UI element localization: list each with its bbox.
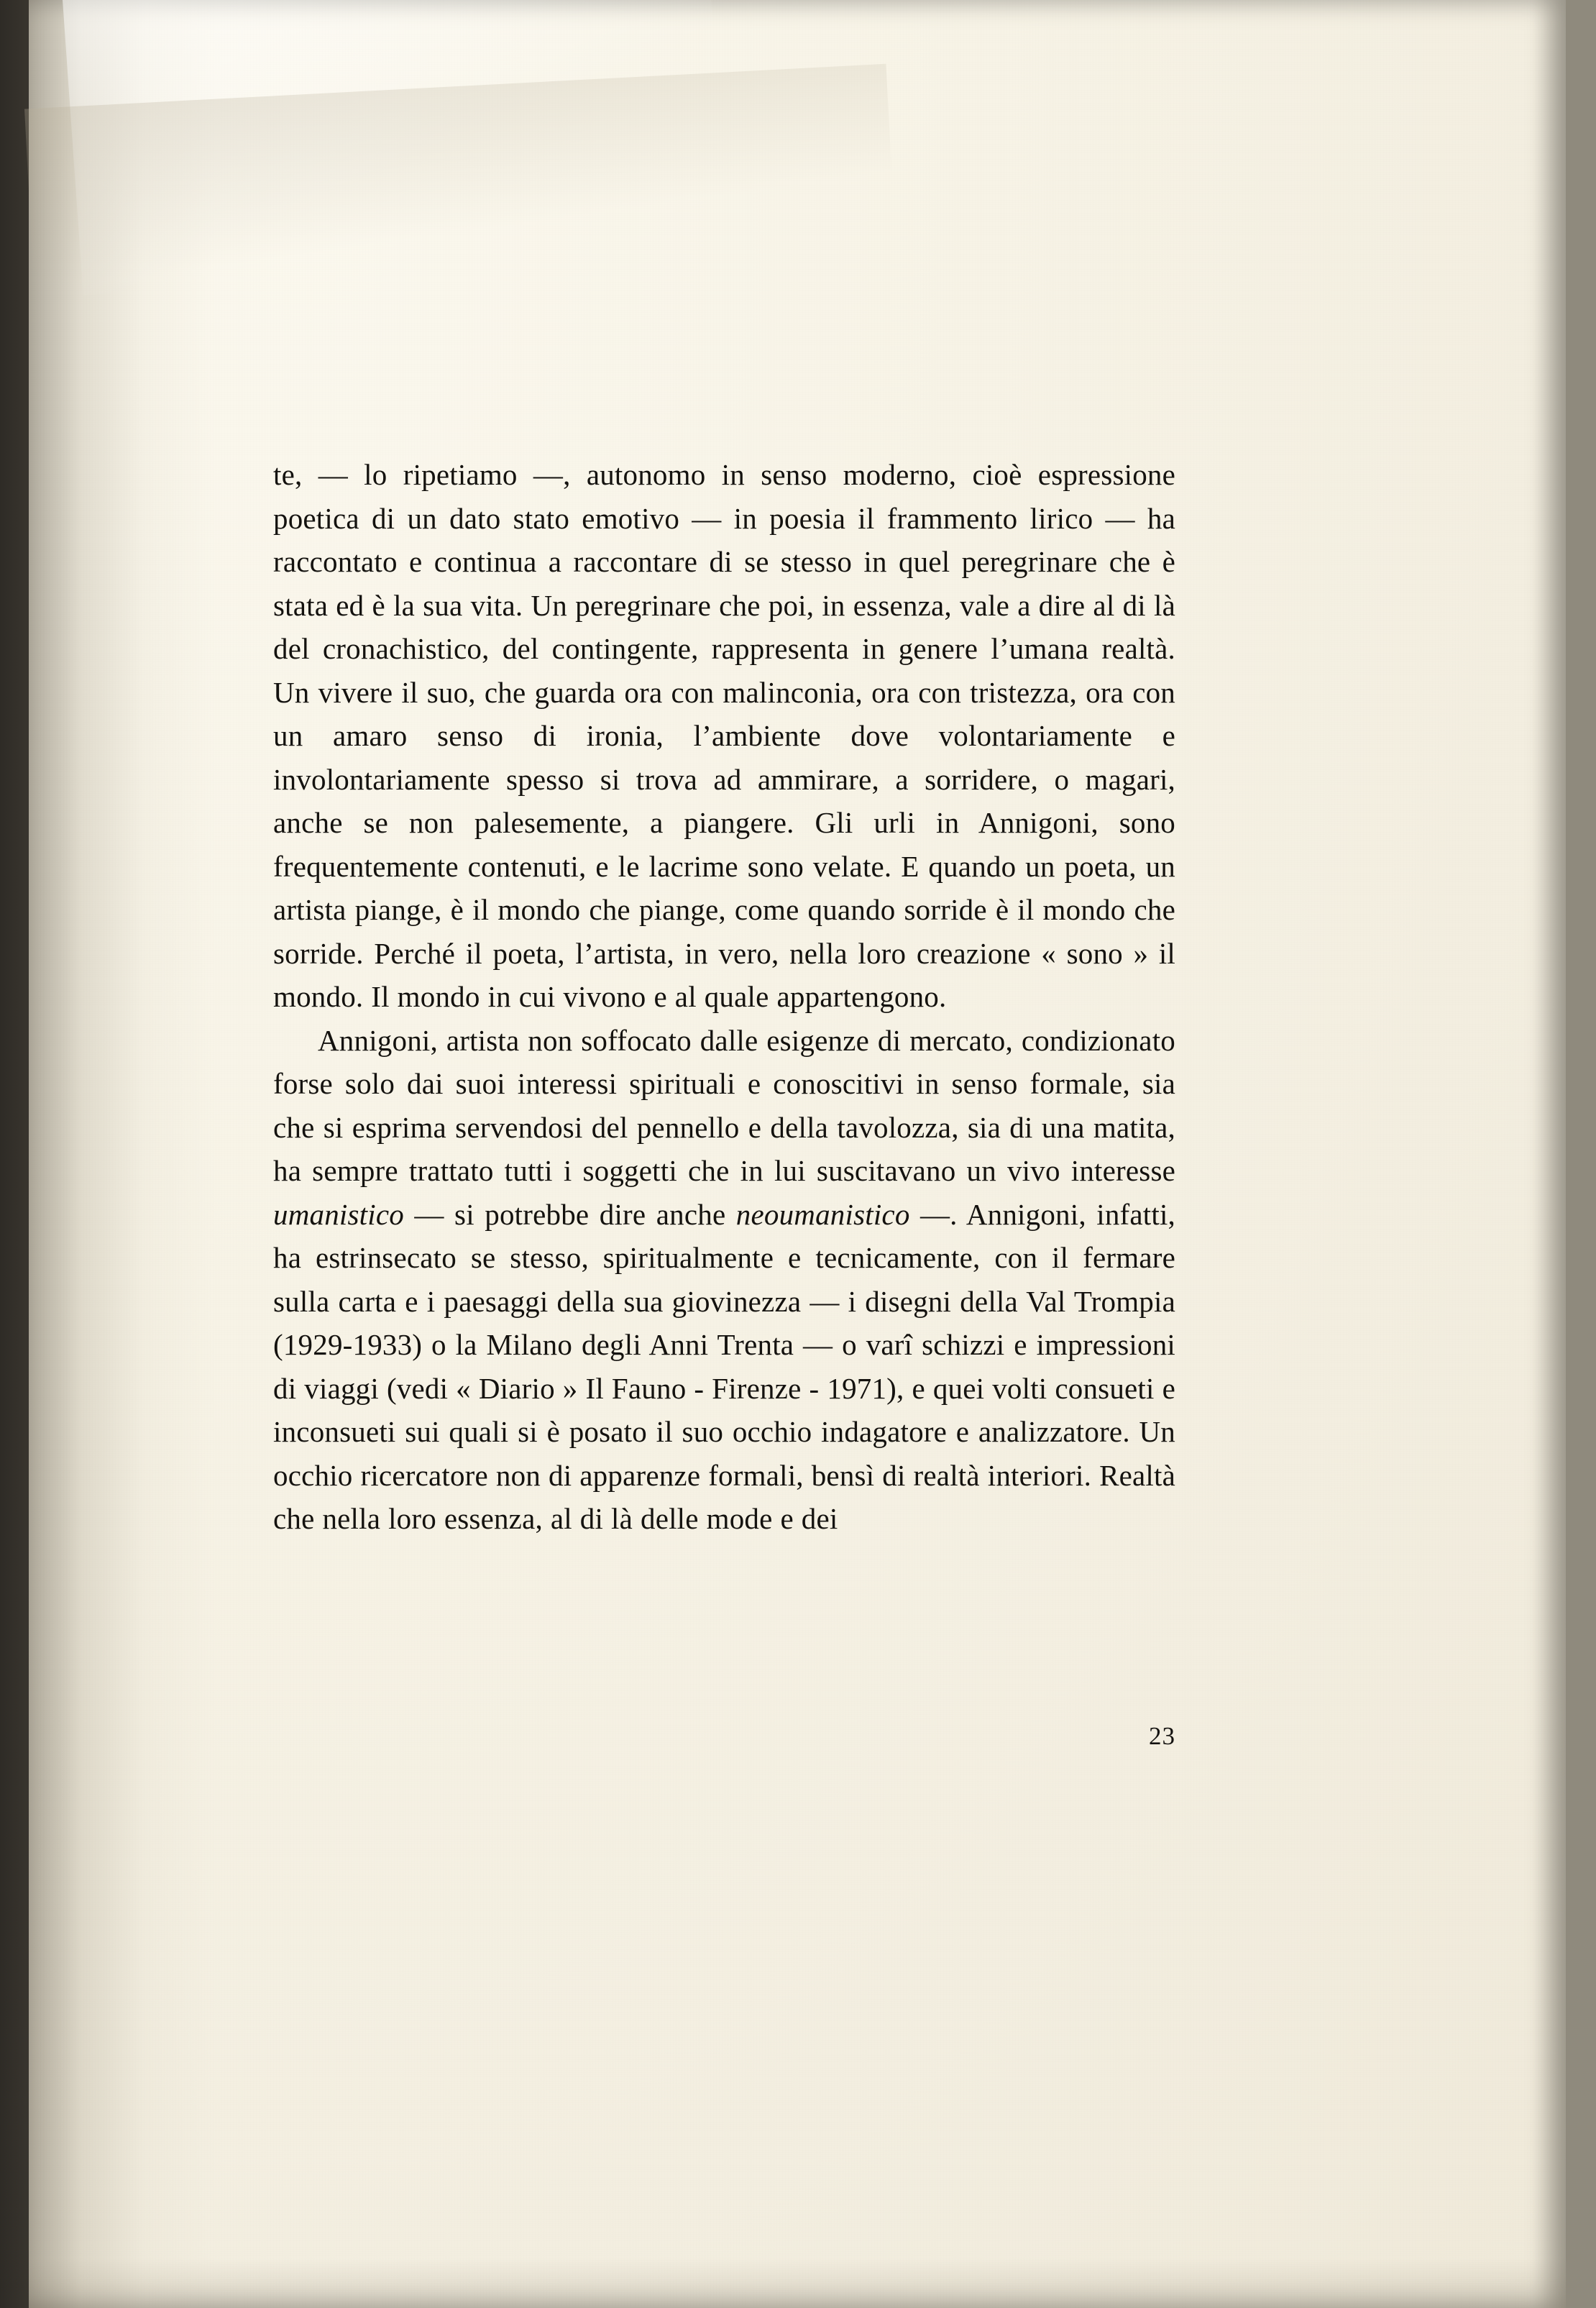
paragraph-two-part1: Annigoni, artista non soffocato dalle esigenze di mercato, condizionato forse solo dai suoi interessi spirituali e conoscitivi in senso formale, sia che si esprima servendosi del pennello e della tavolozza, sia di una matita, ha sempre trattato tutti i soggetti che in lui suscitavano un vivo interesse [273, 1023, 1175, 1187]
paper-bottom-edge-shadow [29, 2258, 1566, 2308]
book-gutter-shadow [29, 0, 216, 2308]
paragraph-one: te, — lo ripetiamo —, autonomo in senso moderno, cioè espressione poetica di un dato stato emotivo — in poesia il frammento lirico — ha raccontato e continua a raccontare di se stesso in quel peregrinare che è stata ed è la sua vita. Un peregrinare che poi, in essenza, vale a dire al di là del cronachistico, del contingente, rappresenta in genere l’umana realtà. Un vivere il suo, che guarda ora con malinconia, ora con tristezza, ora con un amaro senso di ironia, l’ambiente dove volontariamente e involontariamente spesso si trova ad ammirare, a sorridere, o magari, anche se non palesemente, a piangere. Gli urli in Annigoni, sono frequentemente contenuti, e le lacrime sono velate. E quando un poeta, un artista piange, è il mondo che piange, come quando sorride è il mondo che sorride. Perché il poeta, l’artista, in vero, nella loro creazione « sono » il mondo. Il mondo in cui vivono e al quale appartengono. [273, 458, 1175, 1013]
emphasis-umanistico: umanistico [273, 1197, 404, 1231]
paragraph-two-part2: — si potrebbe dire anche [403, 1197, 736, 1231]
paper-right-edge-shadow [1533, 0, 1566, 2308]
paper-crease-shadow [24, 64, 896, 296]
paper-sheet [29, 0, 1566, 2308]
paper-crease-highlight [62, 0, 728, 296]
body-text-block [273, 453, 1175, 1541]
emphasis-neoumanistico: neoumanistico [735, 1197, 910, 1231]
page-number: 23 [1149, 1722, 1175, 1750]
paragraph-two-part3: —. Annigoni, infatti, ha estrinsecato se stesso, spiritualmente e tecnicamente, con il fermare sulla carta e i paesaggi della sua giovinezza — i disegni della Val Trompia (1929-1933) o la Milano degli Anni Trenta — o varî schizzi e impressioni di viaggi (vedi « Diario » Il Fauno - Firenze - 1971), e quei volti consueti e inconsueti sui quali si è posato il suo occhio indagatore e analizzatore. Un occhio ricercatore non di apparenze formali, bensì di realtà interiori. Realtà che nella loro essenza, al di là delle mode e dei [273, 1197, 1175, 1535]
paragraph-two [273, 1019, 1175, 1541]
